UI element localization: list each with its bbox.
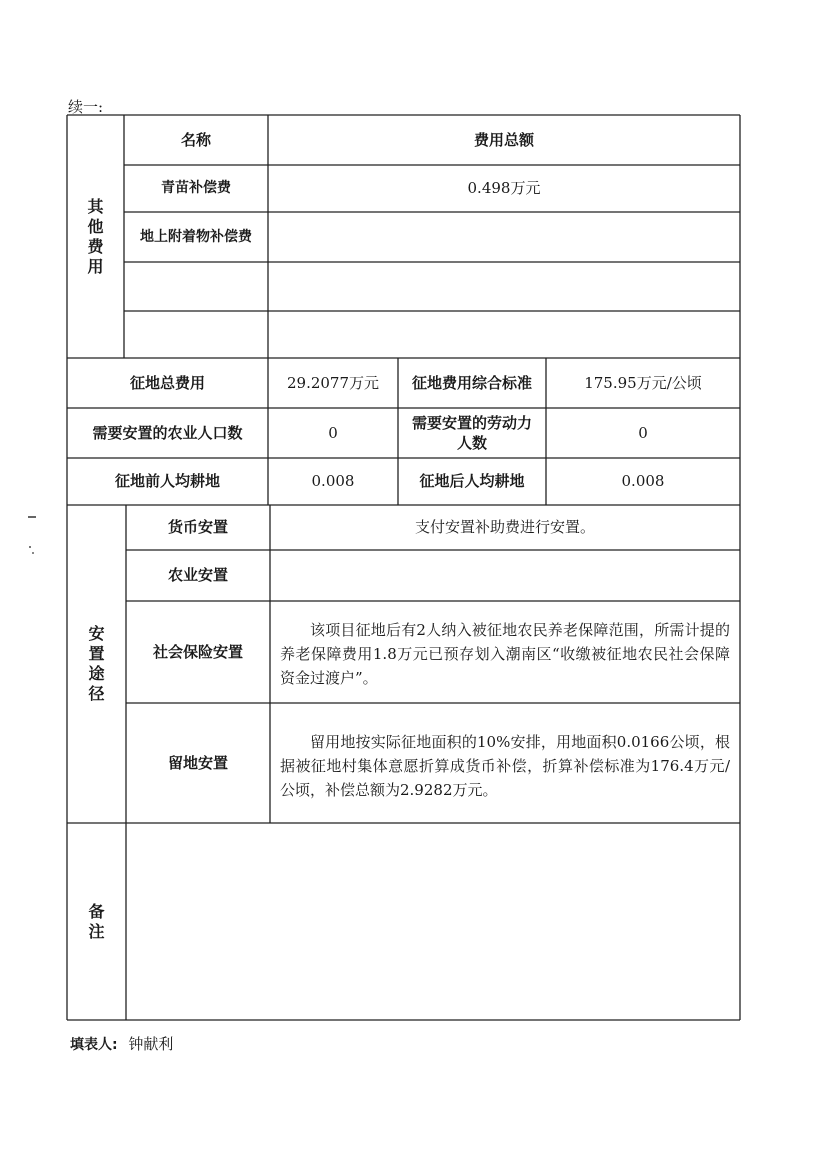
col-name-header: 名称 xyxy=(180,130,211,149)
continued-label: 续一: xyxy=(68,98,104,116)
after-value: 0.008 xyxy=(621,472,665,491)
section-char: 用 xyxy=(87,256,104,276)
reserved-text: 留用地按实际征地面积的10%安排，用地面积0.0166公顷，根据被征地村集体意愿折算成货币补偿，折算补偿标准为176.4万元/公顷，补偿总额为2.9282万元。 xyxy=(280,733,730,799)
before-label: 征地前人均耕地 xyxy=(114,472,220,491)
fee-row-name: 青苗补偿费 xyxy=(161,180,231,197)
scan-specks xyxy=(26,508,40,568)
after-label: 征地后人均耕地 xyxy=(419,472,525,491)
resettlement-section-label xyxy=(67,505,126,823)
total-cost-value: 29.2077万元 xyxy=(286,373,380,392)
col-amount-header: 费用总额 xyxy=(473,130,534,149)
other-fees-section-label xyxy=(67,115,124,358)
fee-row-amount xyxy=(268,262,740,311)
agri-pop-value: 0 xyxy=(328,423,338,442)
section-char: 途 xyxy=(88,664,105,683)
section-char: 置 xyxy=(88,644,105,663)
before-value: 0.008 xyxy=(311,472,355,491)
social-label: 社会保险安置 xyxy=(152,642,243,661)
section-char: 其 xyxy=(87,196,104,216)
social-text: 该项目征地后有2人纳入被征地农民养老保障范围，所需计提的养老保障费用1.8万元已预存划入潮南区“收缴被征地农民社会保障资金过渡户”。 xyxy=(280,621,730,687)
labor-label: 需要安置的劳动力人数 xyxy=(411,413,532,452)
agri-text xyxy=(270,550,740,601)
fee-row-amount: 0.498万元 xyxy=(467,179,541,198)
section-char: 他 xyxy=(87,216,104,236)
section-char: 备 xyxy=(88,901,105,921)
labor-value: 0 xyxy=(638,423,648,442)
monetary-text: 支付安置补助费进行安置。 xyxy=(414,518,595,537)
filler-line xyxy=(70,1033,173,1054)
fee-row-name: 地上附着物补偿费 xyxy=(140,228,252,245)
monetary-label: 货币安置 xyxy=(167,518,228,537)
section-char: 费 xyxy=(87,236,104,256)
remarks-section-label xyxy=(67,823,126,1020)
fee-row-amount xyxy=(268,212,740,262)
section-char: 注 xyxy=(88,921,105,941)
section-char: 安 xyxy=(88,624,105,643)
standard-label: 征地费用综合标准 xyxy=(411,373,532,392)
agri-pop-label: 需要安置的农业人口数 xyxy=(92,423,243,442)
remarks-text xyxy=(126,823,740,1020)
fee-row-name xyxy=(124,262,268,311)
fee-row-name xyxy=(124,311,268,358)
filler-name: 钟献利 xyxy=(128,1035,174,1053)
agri-label: 农业安置 xyxy=(167,566,228,585)
filler-label: 填表人: xyxy=(70,1037,118,1053)
reserved-label: 留地安置 xyxy=(167,753,228,772)
standard-value: 175.95万元/公顷 xyxy=(584,373,702,392)
section-char: 径 xyxy=(88,684,105,703)
fee-row-amount xyxy=(268,311,740,358)
total-cost-label: 征地总费用 xyxy=(129,373,205,392)
